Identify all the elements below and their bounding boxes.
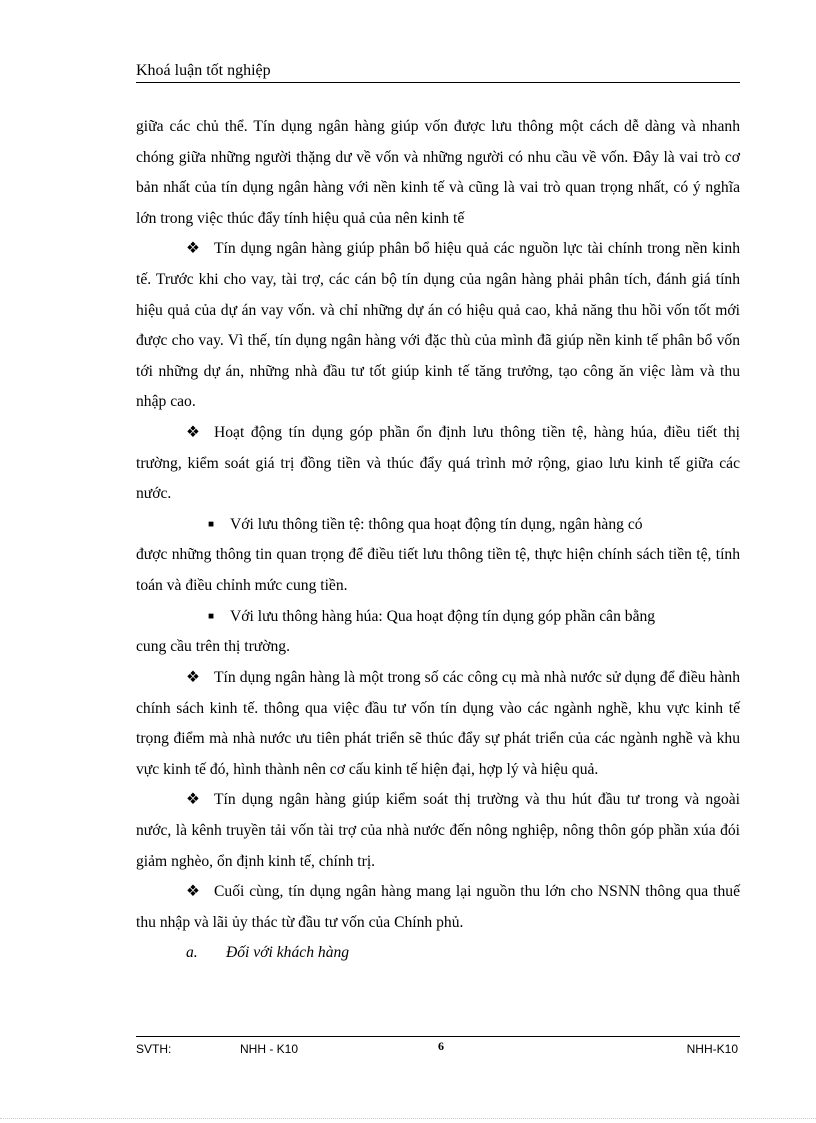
footer-rule [136, 1036, 740, 1037]
footer-class-right: NHH-K10 [686, 1042, 738, 1056]
page-number: 6 [438, 1039, 444, 1053]
bullet-paragraph-1 [136, 234, 740, 418]
section-letter: a. [186, 944, 198, 962]
sub-bullet-text-2a: Với lưu thông hàng húa: Qua hoạt động tín dụng góp phần cân bằng [230, 607, 656, 625]
diamond-bullet-icon: ❖ [186, 791, 200, 809]
bullet-text-5: Cuối cùng, tín dụng ngân hàng mang lại nguồn thu lớn cho NSNN thông qua thuế thu nhập và lãi ủy thác từ đầu tư vốn của Chính phủ. [136, 883, 740, 931]
diamond-bullet-icon: ❖ [186, 668, 200, 686]
header-rule [136, 82, 740, 83]
page-footer [136, 1039, 740, 1060]
page-bottom-border [0, 1118, 816, 1119]
document-body [136, 112, 740, 969]
sub-bullet-2-first-line [136, 602, 740, 633]
section-heading [136, 938, 740, 969]
bullet-text-3: Tín dụng ngân hàng là một trong số các công cụ mà nhà nước sử dụng để điều hành chính sách kinh tế. thông qua việc đầu tư vốn tín dụng vào các ngành nghề, khu vực kinh tế trọng điểm mà nhà nước ưu tiên phát triển sẽ thúc đẩy sự phát triển của các ngành nghề và khu vực kinh tế đó, hình thành nên cơ cấu kinh tế hiện đại, hợp lý và hiệu quả. [136, 668, 740, 778]
bullet-text-4: Tín dụng ngân hàng giúp kiểm soát thị trường và thu hút đầu tư trong và ngoài nước, là kênh truyền tải vốn tài trợ của nhà nước đến nông nghiệp, nông thôn góp phần xúa đói giảm nghèo, ổn định kinh tế, chính trị. [136, 791, 740, 870]
diamond-bullet-icon: ❖ [186, 240, 200, 258]
section-heading-text: Đối với khách hàng [226, 944, 350, 962]
sub-bullet-text-1a: Với lưu thông tiền tệ: thông qua hoạt động tín dụng, ngân hàng có [230, 515, 643, 533]
header-title: Khoá luận tốt nghiệp [136, 62, 271, 79]
square-bullet-icon: ■ [208, 610, 215, 622]
bullet-paragraph-4 [136, 785, 740, 877]
diamond-bullet-icon: ❖ [186, 423, 200, 441]
bullet-paragraph-5 [136, 877, 740, 938]
square-bullet-icon: ■ [208, 518, 215, 530]
paragraph-continuation: giữa các chủ thể. Tín dụng ngân hàng giúp vốn được lưu thông một cách dễ dàng và nhanh chóng giữa những người thặng dư về vốn và những người có nhu cầu về vốn. Đây là vai trò cơ bản nhất của tín dụng ngân hàng với nền kinh tế và cũng là vai trò quan trọng nhất, có ý nghĩa lớn trong việc thúc đẩy tính hiệu quả của nên kinh tế [136, 118, 740, 227]
bullet-paragraph-3 [136, 663, 740, 785]
sub-bullet-1-first-line [136, 510, 740, 541]
footer-svth-label: SVTH: [136, 1042, 172, 1056]
sub-bullet-text-2b: cung cầu trên thị trường. [136, 638, 290, 656]
sub-bullet-text-1b: được những thông tin quan trọng để điều tiết lưu thông tiền tệ, thực hiện chính sách tiền tệ, tính toán và điều chỉnh mức cung tiền. [136, 546, 740, 595]
diamond-bullet-icon: ❖ [186, 883, 200, 901]
footer-class-left: NHH - K10 [240, 1042, 299, 1056]
bullet-paragraph-2 [136, 418, 740, 510]
bullet-text-1: Tín dụng ngân hàng giúp phân bổ hiệu quả các nguồn lực tài chính trong nền kinh tế. Trước khi cho vay, tài trợ, các cán bộ tín dụng của ngân hàng phải phân tích, đánh giá tính hiệu quả của dự án vay vốn. và chỉ những dự án có hiệu quả cao, khả năng thu hồi vốn tốt mới được cho vay. Vì thế, tín dụng ngân hàng với đặc thù của mình đã giúp nền kinh tế phân bổ vốn tới những dự án, những nhà đầu tư tốt giúp kinh tế tăng trưởng, tạo công ăn việc làm và thu nhập cao. [136, 240, 740, 411]
bullet-text-2: Hoạt động tín dụng góp phần ổn định lưu thông tiền tệ, hàng húa, điều tiết thị trường, kiểm soát giá trị đồng tiền và thúc đẩy quá trình mở rộng, giao lưu kinh tế giữa các nước. [136, 423, 740, 503]
